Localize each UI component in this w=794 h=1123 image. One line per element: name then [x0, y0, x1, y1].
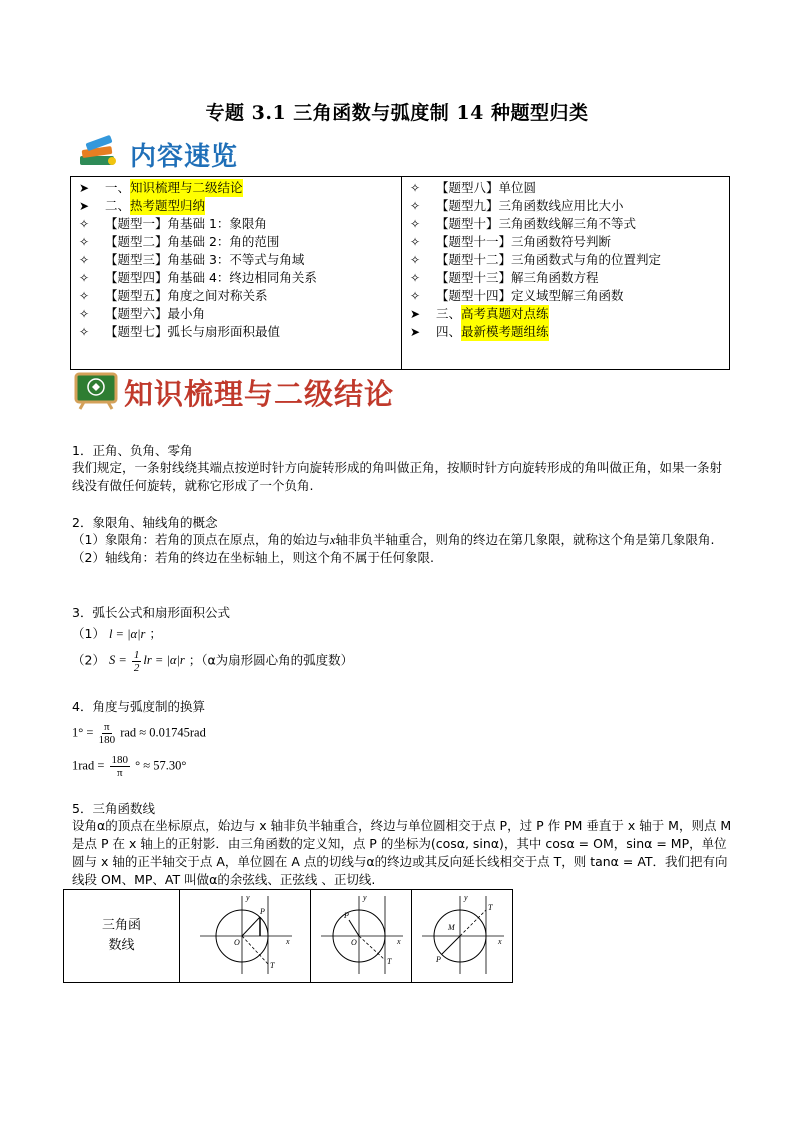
diamond-bullet-icon: ✧ [79, 271, 90, 285]
section-3-heading: 3．弧长公式和扇形面积公式 [72, 605, 230, 620]
section-2-para-1 [72, 531, 732, 549]
section-1-heading: 1．正角、负角、零角 [72, 443, 193, 458]
deg-rad-right: rad ≈ 0.01745rad [120, 725, 206, 740]
fig1-x: x [286, 937, 290, 946]
contents-left-column [71, 177, 402, 370]
formula-1-prefix: （1） [72, 626, 105, 641]
unit-circle-diagram-3 [412, 890, 512, 978]
deg-rad-left: 1° = [72, 725, 94, 740]
diamond-bullet-icon: ✧ [79, 235, 90, 249]
unit-circle-figure-3 [412, 890, 513, 983]
toc-item-label: 【题型四】角基础 4：终边相同角关系 [105, 270, 317, 285]
toc-item[interactable] [408, 215, 723, 233]
fig2-O: O [351, 938, 357, 947]
section-5-heading: 5．三角函数线 [72, 801, 155, 816]
formula-2-note: ；（α为扇形圆心角的弧度数） [188, 652, 354, 668]
toc-item-label: 【题型六】最小角 [105, 306, 206, 321]
sector-area-formula [72, 649, 732, 674]
diamond-bullet-icon: ✧ [410, 271, 421, 285]
fig2-x: x [397, 937, 401, 946]
diamond-bullet-icon: ✧ [410, 289, 421, 303]
toc-item-label: 【题型十四】定义域型解三角函数 [436, 288, 624, 303]
knowledge-banner-text: 知识梳理与二级结论 [124, 376, 395, 411]
formula-2: S = $\frac{1}{2}$ lr = |α|r [108, 649, 185, 674]
arrow-bullet-icon: ➤ [79, 181, 90, 195]
section-2-para-2: （2）轴线角：若角的终边在坐标轴上，则这个角不属于任何象限. [72, 550, 434, 565]
rad-deg-right: ° ≈ 57.30° [135, 758, 187, 773]
fig3-P: P [436, 955, 441, 964]
radian-to-degree [72, 754, 732, 779]
toc-item[interactable] [77, 287, 395, 305]
unit-circle-diagram-1 [180, 890, 310, 978]
section-1 [72, 442, 732, 495]
section-4-heading: 4．角度与弧度制的换算 [72, 699, 205, 714]
fig3-x: x [498, 937, 502, 946]
section-1-body: 我们规定，一条射线绕其端点按逆时针方向旋转形成的角叫做正角，按顺时针方向旋转形成的角叫做正角，如果一条射线没有做任何旋转，就称它形成了一个负角. [72, 460, 723, 493]
toc-item-prefix: 四、 [436, 324, 462, 339]
formula-2-prefix: （2） [72, 652, 105, 668]
diamond-bullet-icon: ✧ [79, 325, 90, 339]
fig1-y: y [246, 893, 250, 902]
section-3 [72, 604, 732, 674]
deg-rad-numerator: π [104, 721, 110, 733]
fig1-T: T [270, 961, 275, 970]
section-2-heading: 2．象限角、轴线角的概念 [72, 515, 218, 530]
toc-item[interactable] [77, 251, 395, 269]
fig3-T: T [488, 903, 493, 912]
books-icon [74, 134, 122, 174]
fig3-y: y [464, 893, 468, 902]
chalkboard-icon [74, 370, 118, 414]
diamond-bullet-icon: ✧ [79, 253, 90, 267]
knowledge-banner [74, 370, 394, 414]
diamond-bullet-icon: ✧ [410, 199, 421, 213]
trig-lines-label [64, 890, 180, 983]
toc-item-label: 【题型十一】三角函数符号判断 [436, 234, 612, 249]
diamond-bullet-icon: ✧ [410, 235, 421, 249]
section-5 [72, 800, 732, 889]
toc-item[interactable] [77, 323, 395, 341]
trig-lines-label-2: 数线 [108, 938, 135, 953]
toc-item-prefix: 三、 [436, 306, 462, 321]
toc-item[interactable] [408, 323, 723, 341]
toc-item-label: 【题型二】角基础 2：角的范围 [105, 234, 280, 249]
deg-rad-denominator: 180 [98, 734, 116, 746]
arc-length-formula: （1） l = |α|r ； [72, 626, 162, 641]
toc-item[interactable] [408, 287, 723, 305]
toc-item[interactable] [408, 251, 723, 269]
section-5-body: 设角α的顶点在坐标原点，始边与 x 轴非负半轴重合，终边与单位圆相交于点 P，过 P 作 PM 垂直于 x 轴于 M，则点 M 是点 P 在 x 轴上的正射影．由三角函数的定义知，点 P 的坐标为(cosα, sinα)，其中 cosα = OM，sinα = MP，单位圆与 x 轴的正半轴交于点 A，单位圆在 A 点的切线与α的终边或其反向延长线相交于点 T，则 tanα = AT．我们把有向线段 OM、MP、AT 叫做α的余弦线、正弦线 、正切线. [72, 818, 732, 887]
trig-lines-label-1: 三角函 [101, 918, 141, 933]
toc-item-label: 【题型五】角度之间对称关系 [105, 288, 268, 303]
toc-item[interactable] [77, 305, 395, 323]
section-4 [72, 698, 732, 779]
fig2-T: T [387, 957, 392, 966]
toc-item[interactable] [77, 197, 395, 215]
toc-item-label: 高考真题对点练 [461, 306, 549, 321]
diamond-bullet-icon: ✧ [79, 307, 90, 321]
diamond-bullet-icon: ✧ [410, 217, 421, 231]
toc-item-label: 【题型十三】解三角函数方程 [436, 270, 599, 285]
toc-item-label: 热考题型归纳 [130, 198, 206, 213]
toc-item-label: 【题型七】弧长与扇形面积最值 [105, 324, 281, 339]
rad-deg-numerator: 180 [111, 754, 129, 766]
toc-item-prefix: 二、 [105, 198, 131, 213]
fig1-P: P [260, 907, 265, 916]
var-x: x [329, 533, 336, 547]
toc-item-label: 【题型三】角基础 3：不等式与角域 [105, 252, 305, 267]
toc-item[interactable] [77, 215, 395, 233]
toc-item-label: 【题型十二】三角函数式与角的位置判定 [436, 252, 662, 267]
section-2 [72, 514, 732, 567]
fig1-O: O [234, 938, 240, 947]
arrow-bullet-icon: ➤ [410, 307, 421, 321]
fig2-P: P [344, 911, 349, 920]
diamond-bullet-icon: ✧ [79, 217, 90, 231]
rad-deg-denominator: π [116, 767, 123, 779]
toc-item[interactable] [408, 233, 723, 251]
toc-item-label: 【题型十】三角函数线解三角不等式 [436, 216, 637, 231]
unit-circle-figure-2 [311, 890, 412, 983]
section-2-para-1-a: （1）象限角：若角的顶点在原点，角的始边与 [72, 532, 330, 547]
trig-lines-table [63, 889, 513, 983]
arrow-bullet-icon: ➤ [410, 325, 421, 339]
degree-to-radian [72, 721, 732, 746]
toc-item-label: 知识梳理与二级结论 [130, 180, 243, 195]
overview-banner [74, 134, 238, 174]
contents-right-column [402, 177, 730, 370]
arrow-bullet-icon: ➤ [79, 199, 90, 213]
toc-item-label: 最新模考题组练 [461, 324, 549, 339]
document-title: 专题 3.1 三角函数与弧度制 14 种题型归类 [205, 102, 589, 124]
toc-item-label: 【题型九】三角函数线应用比大小 [436, 198, 624, 213]
overview-banner-text: 内容速览 [130, 141, 239, 172]
toc-item[interactable] [77, 269, 395, 287]
fig2-y: y [363, 893, 367, 902]
toc-item-label: 【题型一】角基础 1：象限角 [105, 216, 267, 231]
toc-item[interactable] [408, 197, 723, 215]
unit-circle-figure-1 [180, 890, 311, 983]
toc-item[interactable] [408, 305, 723, 323]
toc-item[interactable] [408, 269, 723, 287]
rad-deg-left: 1rad = [72, 758, 105, 773]
diamond-bullet-icon: ✧ [410, 181, 421, 195]
formula-1: l = |α|r [108, 627, 146, 641]
unit-circle-diagram-2 [311, 890, 411, 978]
toc-item[interactable] [77, 179, 395, 197]
toc-item[interactable] [77, 233, 395, 251]
contents-table [70, 176, 730, 370]
section-2-para-1-b: 轴非负半轴重合，则角的终边在第几象限，就称这个角是第几象限角. [335, 532, 715, 547]
fig3-M: M [448, 923, 455, 932]
diamond-bullet-icon: ✧ [79, 289, 90, 303]
toc-item-label: 【题型八】单位圆 [436, 180, 537, 195]
toc-item-prefix: 一、 [105, 180, 131, 195]
toc-item[interactable] [408, 179, 723, 197]
diamond-bullet-icon: ✧ [410, 253, 421, 267]
